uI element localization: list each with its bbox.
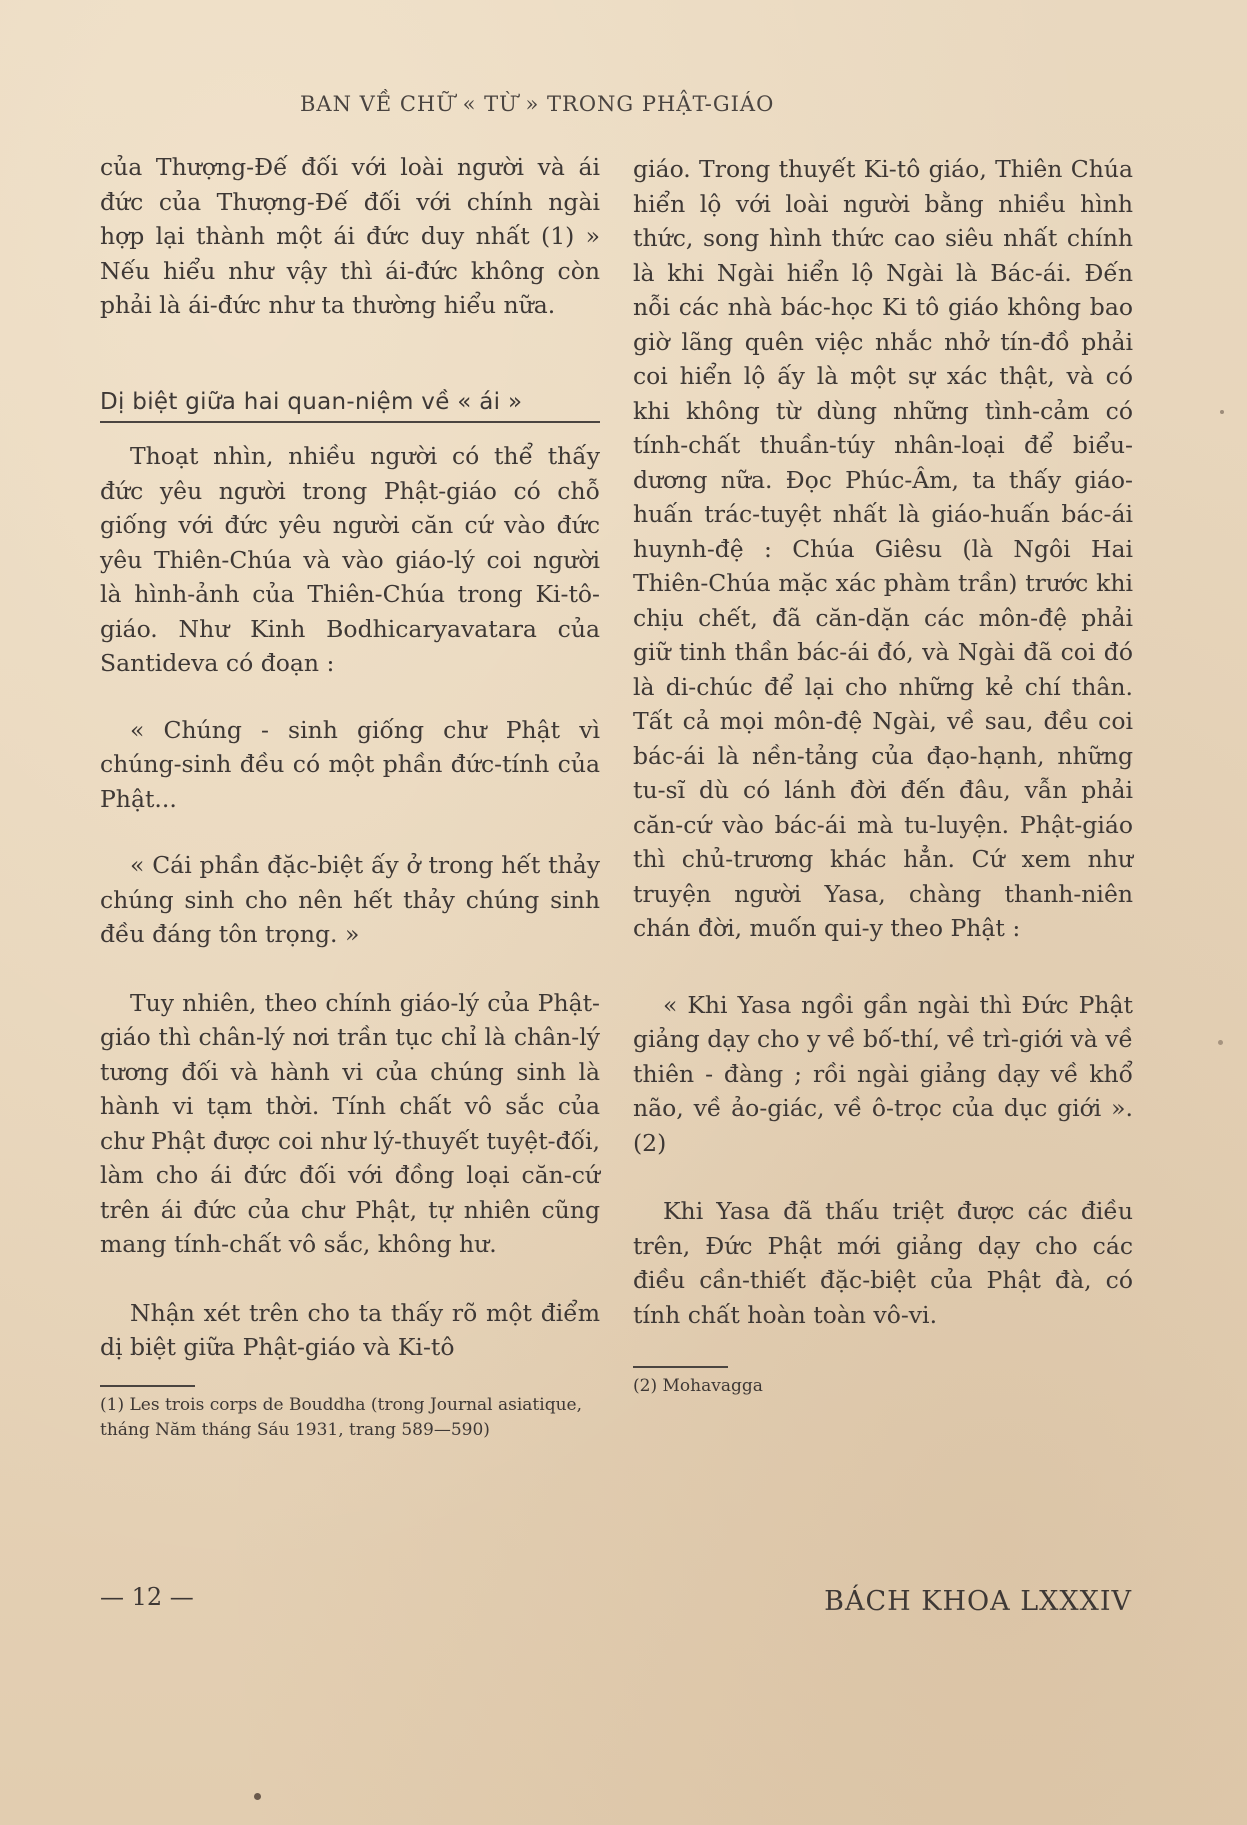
right-paragraph-2: Khi Yasa đã thấu triệt được các điều trên, Đức Phật mới giảng dạy cho các điều cần-thiết đặc-biệt của Phật đà, có tính chất hoàn toàn vô-vi. (633, 1197, 1133, 1329)
right-column (633, 152, 1133, 1399)
left-paragraph-2: Thoạt nhìn, nhiều người có thể thấy đức yêu người trong Phật-giáo có chỗ giống với đức yêu người căn cứ vào đức yêu Thiên-Chúa và vào giáo-lý coi người là hình-ảnh của Thiên-Chúa trong Ki-tô-giáo. Như Kinh Bodhicaryavatara của Santideva có đoạn : (100, 442, 600, 677)
section-heading: Dị biệt giữa hai quan-niệm về « ái » (100, 385, 600, 424)
quote-1: « Chúng - sinh giống chư Phật vì chúng-sinh đều có một phần đức-tính của Phật... (100, 715, 600, 813)
running-title: BAN VỀ CHỮ « TỪ » TRONG PHẬT-GIÁO (300, 92, 775, 116)
footnote-rule-right (633, 1366, 728, 1368)
footnote-1: (1) Les trois corps de Bouddha (trong Journal asiatique, tháng Năm tháng Sáu 1931, trang 589—590) (100, 1394, 582, 1440)
paper-spot (1220, 410, 1224, 414)
left-column (100, 150, 600, 1443)
left-paragraph-4: Nhận xét trên cho ta thấy rõ một điểm dị biệt giữa Phật-giáo và Ki-tô (100, 1298, 600, 1361)
left-paragraph-3: Tuy nhiên, theo chính giáo-lý của Phật-giáo thì chân-lý nơi trần tục chỉ là chân-lý tương đối và hành vi của chúng sinh là hành vi tạm thời. Tính chất vô sắc của chư Phật được coi như lý-thuyết tuyệt-đối, làm cho ái đức đối với đồng loại căn-cứ trên ái đức của chư Phật, tự nhiên cũng mang tính-chất vô sắc, không hư. (100, 988, 600, 1258)
footnote-2: (2) Mohavagga (633, 1376, 763, 1396)
quote-yasa: « Khi Yasa ngồi gần ngài thì Đức Phật giảng dạy cho y về bố-thí, về trì-giới và về thiên - đàng ; rồi ngài giảng dạy về khổ não, về ảo-giác, về ô-trọc của dục giới ». (2) (633, 990, 1133, 1157)
paper-spot (1218, 1040, 1223, 1045)
left-paragraph-1: của Thượng-Đế đối với loài người và ái đức của Thượng-Đế đối với chính ngài hợp lại thành một ái đức duy nhất (1) » Nếu hiểu như vậy thì ái-đức không còn phải là ái-đức như ta thường hiểu nữa. (100, 153, 600, 319)
page-number: — 12 — (100, 1583, 194, 1611)
footnote-rule-left (100, 1385, 195, 1387)
right-paragraph-1: giáo. Trong thuyết Ki-tô giáo, Thiên Chúa hiển lộ với loài người bằng nhiều hình thức, song hình thức cao siêu nhất chính là khi Ngài hiển lộ Ngài là Bác-ái. Đến nỗi các nhà bác-học Ki tô giáo không bao giờ lãng quên việc nhắc nhở tín-đồ phải coi hiển lộ ấy là một sự xác thật, và có khi không từ dùng những tình-cảm có tính-chất thuần-túy nhân-loại để biểu-dương nữa. Đọc Phúc-Âm, ta thấy giáo-huấn trác-tuyệt nhất là giáo-huấn bác-ái huynh-đệ : Chúa Giêsu (là Ngôi Hai Thiên-Chúa mặc xác phàm trần) trước khi chịu chết, đã căn-dặn các môn-đệ phải giữ tinh thần bác-ái đó, và Ngài đã coi đó là di-chúc để lại cho những kẻ chí thân. Tất cả mọi môn-đệ Ngài, về sau, đều coi bác-ái là nền-tảng của đạo-hạnh, những tu-sĩ dù có lánh đời đến đâu, vẫn phải căn-cứ vào bác-ái mà tu-luyện. Phật-giáo thì chủ-trương khác hẳn. Cứ xem như truyện người Yasa, chàng thanh-niên chán đời, muốn qui-y theo Phật : (633, 155, 1133, 942)
quote-2: « Cái phần đặc-biệt ấy ở trong hết thảy chúng sinh cho nên hết thảy chúng sinh đều đáng tôn trọng. » (100, 851, 600, 948)
paper-spot (254, 1793, 261, 1800)
journal-name: BÁCH KHOA LXXXIV (824, 1586, 1132, 1617)
